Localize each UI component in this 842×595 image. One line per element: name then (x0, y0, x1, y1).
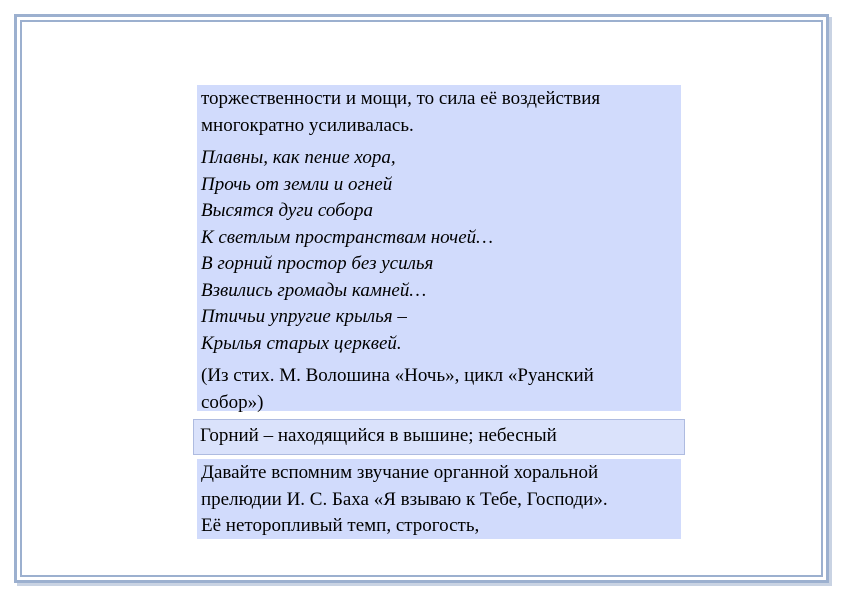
poem-line: Взвились громады камней… (201, 279, 427, 301)
definition-box (193, 419, 685, 455)
continuation-line: Давайте вспомним звучание органной хоральной (201, 462, 599, 483)
intro-line: многократно усиливалась. (201, 114, 414, 136)
intro-line: торжественности и мощи, то сила её воздействия (201, 88, 601, 109)
intro-paragraph (201, 86, 677, 139)
definition-text: Горний – находящийся в вышине; небесный (200, 425, 557, 446)
poem-line: В горний простор без усилья (201, 253, 434, 274)
poem-line: Прочь от земли и огней (201, 173, 393, 195)
poem-citation (201, 363, 677, 416)
poem-line: К светлым пространствам ночей… (201, 226, 494, 248)
citation-line: собор») (201, 391, 264, 413)
poem-line: Высятся дуги собора (201, 200, 373, 221)
continuation-line: прелюдии И. С. Баха «Я взываю к Тебе, Господи». (201, 488, 608, 510)
poem-line: Крылья старых церквей. (201, 332, 402, 354)
citation-line: (Из стих. М. Волошина «Ночь», цикл «Руанский (201, 365, 594, 386)
continuation-text-block (197, 459, 681, 539)
continuation-paragraph (201, 460, 677, 540)
continuation-line: Её неторопливый темп, строгость, (201, 515, 480, 536)
quote-text-block (197, 85, 681, 411)
poem-line: Плавны, как пение хора, (201, 147, 396, 168)
poem-line: Птичьи упругие крылья – (201, 306, 407, 327)
poem-stanza (201, 145, 677, 357)
